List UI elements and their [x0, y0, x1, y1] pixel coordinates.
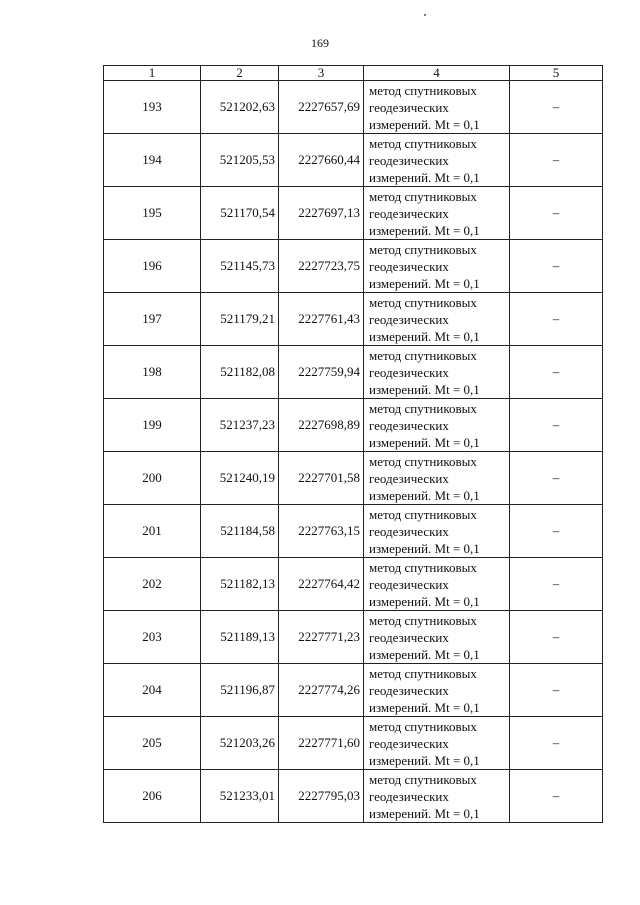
note-cell: –: [510, 611, 603, 664]
y-coordinate-cell: 2227660,44: [279, 134, 364, 187]
y-coordinate-cell: 2227771,60: [279, 717, 364, 770]
note-cell: –: [510, 717, 603, 770]
y-coordinate-cell: 2227795,03: [279, 770, 364, 823]
point-number-cell: 203: [104, 611, 201, 664]
table-row: [104, 770, 603, 823]
point-number-cell: 202: [104, 558, 201, 611]
note-cell: –: [510, 558, 603, 611]
method-line: измерений. Mt = 0,1: [369, 646, 480, 662]
method-line: геодезических: [369, 152, 449, 168]
point-number-cell: 197: [104, 293, 201, 346]
x-coordinate-cell: 521203,26: [201, 717, 279, 770]
method-line: измерений. Mt = 0,1: [369, 699, 480, 715]
x-coordinate-cell: 521202,63: [201, 81, 279, 134]
scan-speck: [424, 14, 426, 16]
method-line: метод спутниковых: [369, 188, 477, 204]
method-line: метод спутниковых: [369, 771, 477, 787]
note-cell: –: [510, 293, 603, 346]
note-cell: –: [510, 187, 603, 240]
point-number-cell: 199: [104, 399, 201, 452]
x-coordinate-cell: 521189,13: [201, 611, 279, 664]
y-coordinate-cell: 2227697,13: [279, 187, 364, 240]
method-line: геодезических: [369, 523, 449, 539]
x-coordinate-cell: 521237,23: [201, 399, 279, 452]
point-number-cell: 198: [104, 346, 201, 399]
table-row: [104, 717, 603, 770]
note-cell: –: [510, 452, 603, 505]
page-number: 169: [311, 36, 329, 50]
y-coordinate-cell: 2227761,43: [279, 293, 364, 346]
method-cell: [364, 134, 510, 187]
table-row: [104, 664, 603, 717]
header-method: 4: [364, 66, 510, 81]
y-coordinate-cell: 2227774,26: [279, 664, 364, 717]
method-cell: [364, 187, 510, 240]
method-cell: [364, 664, 510, 717]
method-line: измерений. Mt = 0,1: [369, 487, 480, 503]
point-number-cell: 194: [104, 134, 201, 187]
method-line: геодезических: [369, 735, 449, 751]
method-cell: [364, 717, 510, 770]
y-coordinate-cell: 2227763,15: [279, 505, 364, 558]
note-cell: –: [510, 134, 603, 187]
method-line: измерений. Mt = 0,1: [369, 275, 480, 291]
header-x-coordinate: 2: [201, 66, 279, 81]
method-line: измерений. Mt = 0,1: [369, 328, 480, 344]
x-coordinate-cell: 521196,87: [201, 664, 279, 717]
method-line: измерений. Mt = 0,1: [369, 381, 480, 397]
method-line: геодезических: [369, 682, 449, 698]
method-cell: [364, 505, 510, 558]
note-cell: –: [510, 399, 603, 452]
header-y-coordinate: 3: [279, 66, 364, 81]
method-cell: [364, 240, 510, 293]
note-cell: –: [510, 770, 603, 823]
method-line: геодезических: [369, 364, 449, 380]
y-coordinate-cell: 2227771,23: [279, 611, 364, 664]
table-row: [104, 134, 603, 187]
method-line: геодезических: [369, 788, 449, 804]
point-number-cell: 196: [104, 240, 201, 293]
table-row: [104, 452, 603, 505]
method-line: геодезических: [369, 417, 449, 433]
method-line: геодезических: [369, 205, 449, 221]
table-row: [104, 240, 603, 293]
method-cell: [364, 452, 510, 505]
method-line: измерений. Mt = 0,1: [369, 805, 480, 821]
method-line: измерений. Mt = 0,1: [369, 752, 480, 768]
method-cell: [364, 611, 510, 664]
header-point-number: 1: [104, 66, 201, 81]
table-row: [104, 187, 603, 240]
x-coordinate-cell: 521184,58: [201, 505, 279, 558]
method-line: метод спутниковых: [369, 241, 477, 257]
method-line: метод спутниковых: [369, 718, 477, 734]
method-line: метод спутниковых: [369, 506, 477, 522]
table-row: [104, 293, 603, 346]
method-line: измерений. Mt = 0,1: [369, 116, 480, 132]
x-coordinate-cell: 521179,21: [201, 293, 279, 346]
table-row: [104, 346, 603, 399]
note-cell: –: [510, 346, 603, 399]
table-body: [104, 81, 603, 823]
method-line: метод спутниковых: [369, 559, 477, 575]
note-cell: –: [510, 505, 603, 558]
x-coordinate-cell: 521233,01: [201, 770, 279, 823]
method-cell: [364, 293, 510, 346]
method-cell: [364, 81, 510, 134]
method-cell: [364, 770, 510, 823]
method-line: измерений. Mt = 0,1: [369, 593, 480, 609]
method-cell: [364, 346, 510, 399]
method-line: геодезических: [369, 311, 449, 327]
method-line: метод спутниковых: [369, 294, 477, 310]
method-line: геодезических: [369, 576, 449, 592]
y-coordinate-cell: 2227764,42: [279, 558, 364, 611]
method-line: метод спутниковых: [369, 453, 477, 469]
method-line: геодезических: [369, 258, 449, 274]
method-line: метод спутниковых: [369, 82, 477, 98]
method-cell: [364, 558, 510, 611]
y-coordinate-cell: 2227657,69: [279, 81, 364, 134]
point-number-cell: 204: [104, 664, 201, 717]
point-number-cell: 200: [104, 452, 201, 505]
coordinates-table: [103, 65, 603, 823]
note-cell: –: [510, 240, 603, 293]
note-cell: –: [510, 81, 603, 134]
table-row: [104, 505, 603, 558]
x-coordinate-cell: 521182,13: [201, 558, 279, 611]
method-line: геодезических: [369, 99, 449, 115]
point-number-cell: 195: [104, 187, 201, 240]
table-row: [104, 611, 603, 664]
x-coordinate-cell: 521145,73: [201, 240, 279, 293]
y-coordinate-cell: 2227701,58: [279, 452, 364, 505]
method-line: геодезических: [369, 470, 449, 486]
method-line: измерений. Mt = 0,1: [369, 540, 480, 556]
y-coordinate-cell: 2227698,89: [279, 399, 364, 452]
method-line: метод спутниковых: [369, 135, 477, 151]
method-line: метод спутниковых: [369, 400, 477, 416]
method-cell: [364, 399, 510, 452]
point-number-cell: 206: [104, 770, 201, 823]
point-number-cell: 193: [104, 81, 201, 134]
header-note: 5: [510, 66, 603, 81]
method-line: геодезических: [369, 629, 449, 645]
y-coordinate-cell: 2227723,75: [279, 240, 364, 293]
method-line: метод спутниковых: [369, 347, 477, 363]
note-cell: –: [510, 664, 603, 717]
method-line: метод спутниковых: [369, 612, 477, 628]
point-number-cell: 201: [104, 505, 201, 558]
x-coordinate-cell: 521170,54: [201, 187, 279, 240]
x-coordinate-cell: 521240,19: [201, 452, 279, 505]
table-row: [104, 399, 603, 452]
header-row: [104, 66, 603, 81]
x-coordinate-cell: 521182,08: [201, 346, 279, 399]
method-line: измерений. Mt = 0,1: [369, 169, 480, 185]
method-line: измерений. Mt = 0,1: [369, 222, 480, 238]
table-row: [104, 81, 603, 134]
y-coordinate-cell: 2227759,94: [279, 346, 364, 399]
point-number-cell: 205: [104, 717, 201, 770]
x-coordinate-cell: 521205,53: [201, 134, 279, 187]
table-row: [104, 558, 603, 611]
method-line: измерений. Mt = 0,1: [369, 434, 480, 450]
method-line: метод спутниковых: [369, 665, 477, 681]
